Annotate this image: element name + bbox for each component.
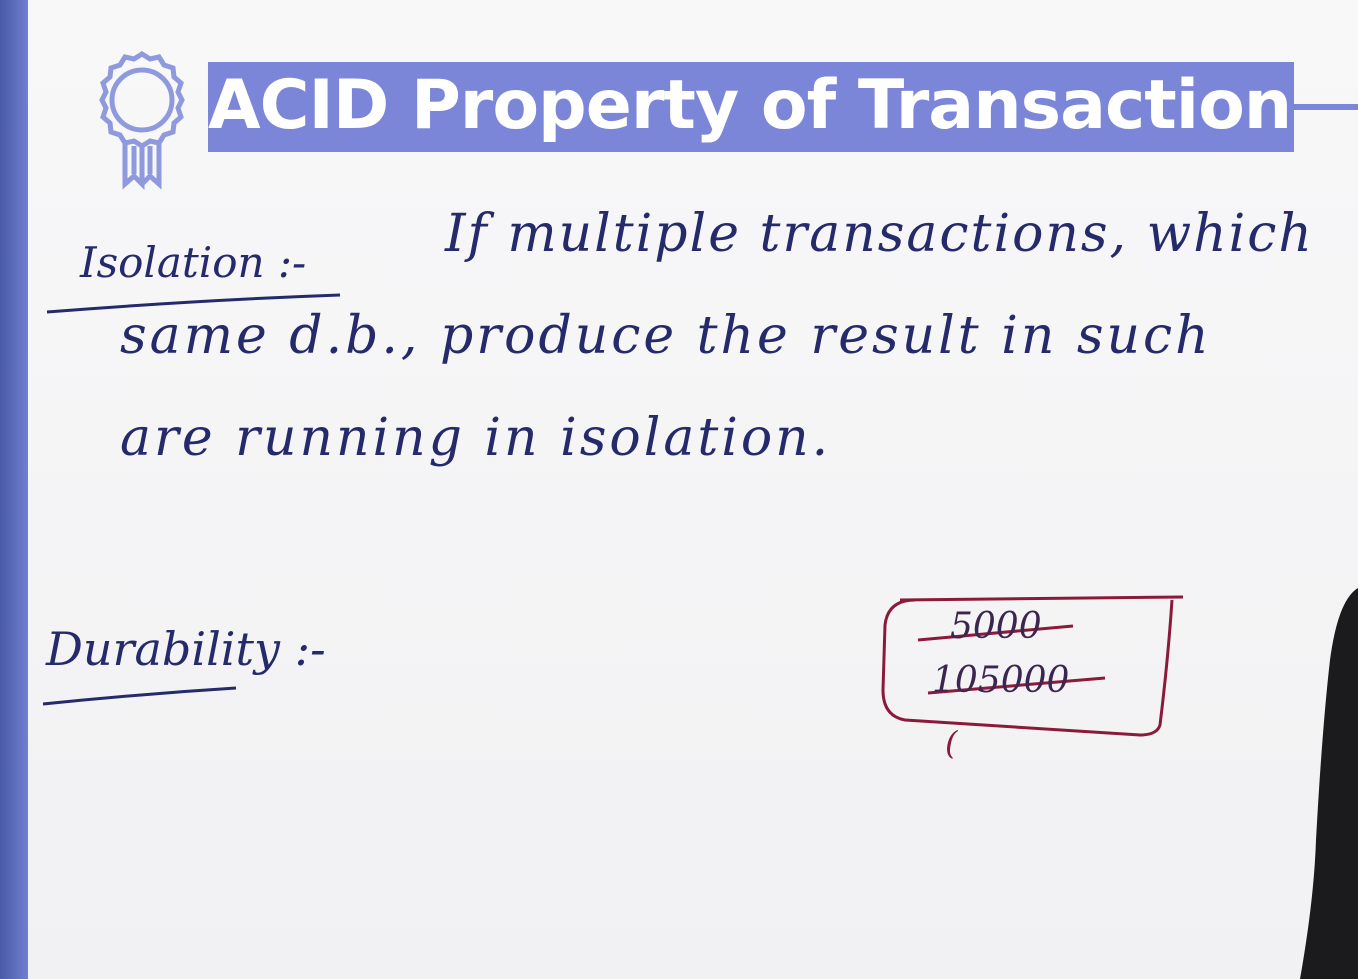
amount-old: 5000 — [950, 606, 1042, 647]
box-mark: ( — [945, 724, 958, 762]
isolation-heading: Isolation :- — [80, 238, 307, 287]
amount-new: 105000 — [932, 660, 1070, 701]
isolation-line-2: same d.b., produce the result in such — [120, 306, 1212, 366]
page-title: ACID Property of Transaction — [208, 66, 1292, 145]
durability-heading: Durability :- — [46, 622, 326, 676]
isolation-line-1: If multiple transactions, which — [445, 204, 1314, 264]
isolation-line-3: are running in isolation. — [120, 408, 832, 468]
